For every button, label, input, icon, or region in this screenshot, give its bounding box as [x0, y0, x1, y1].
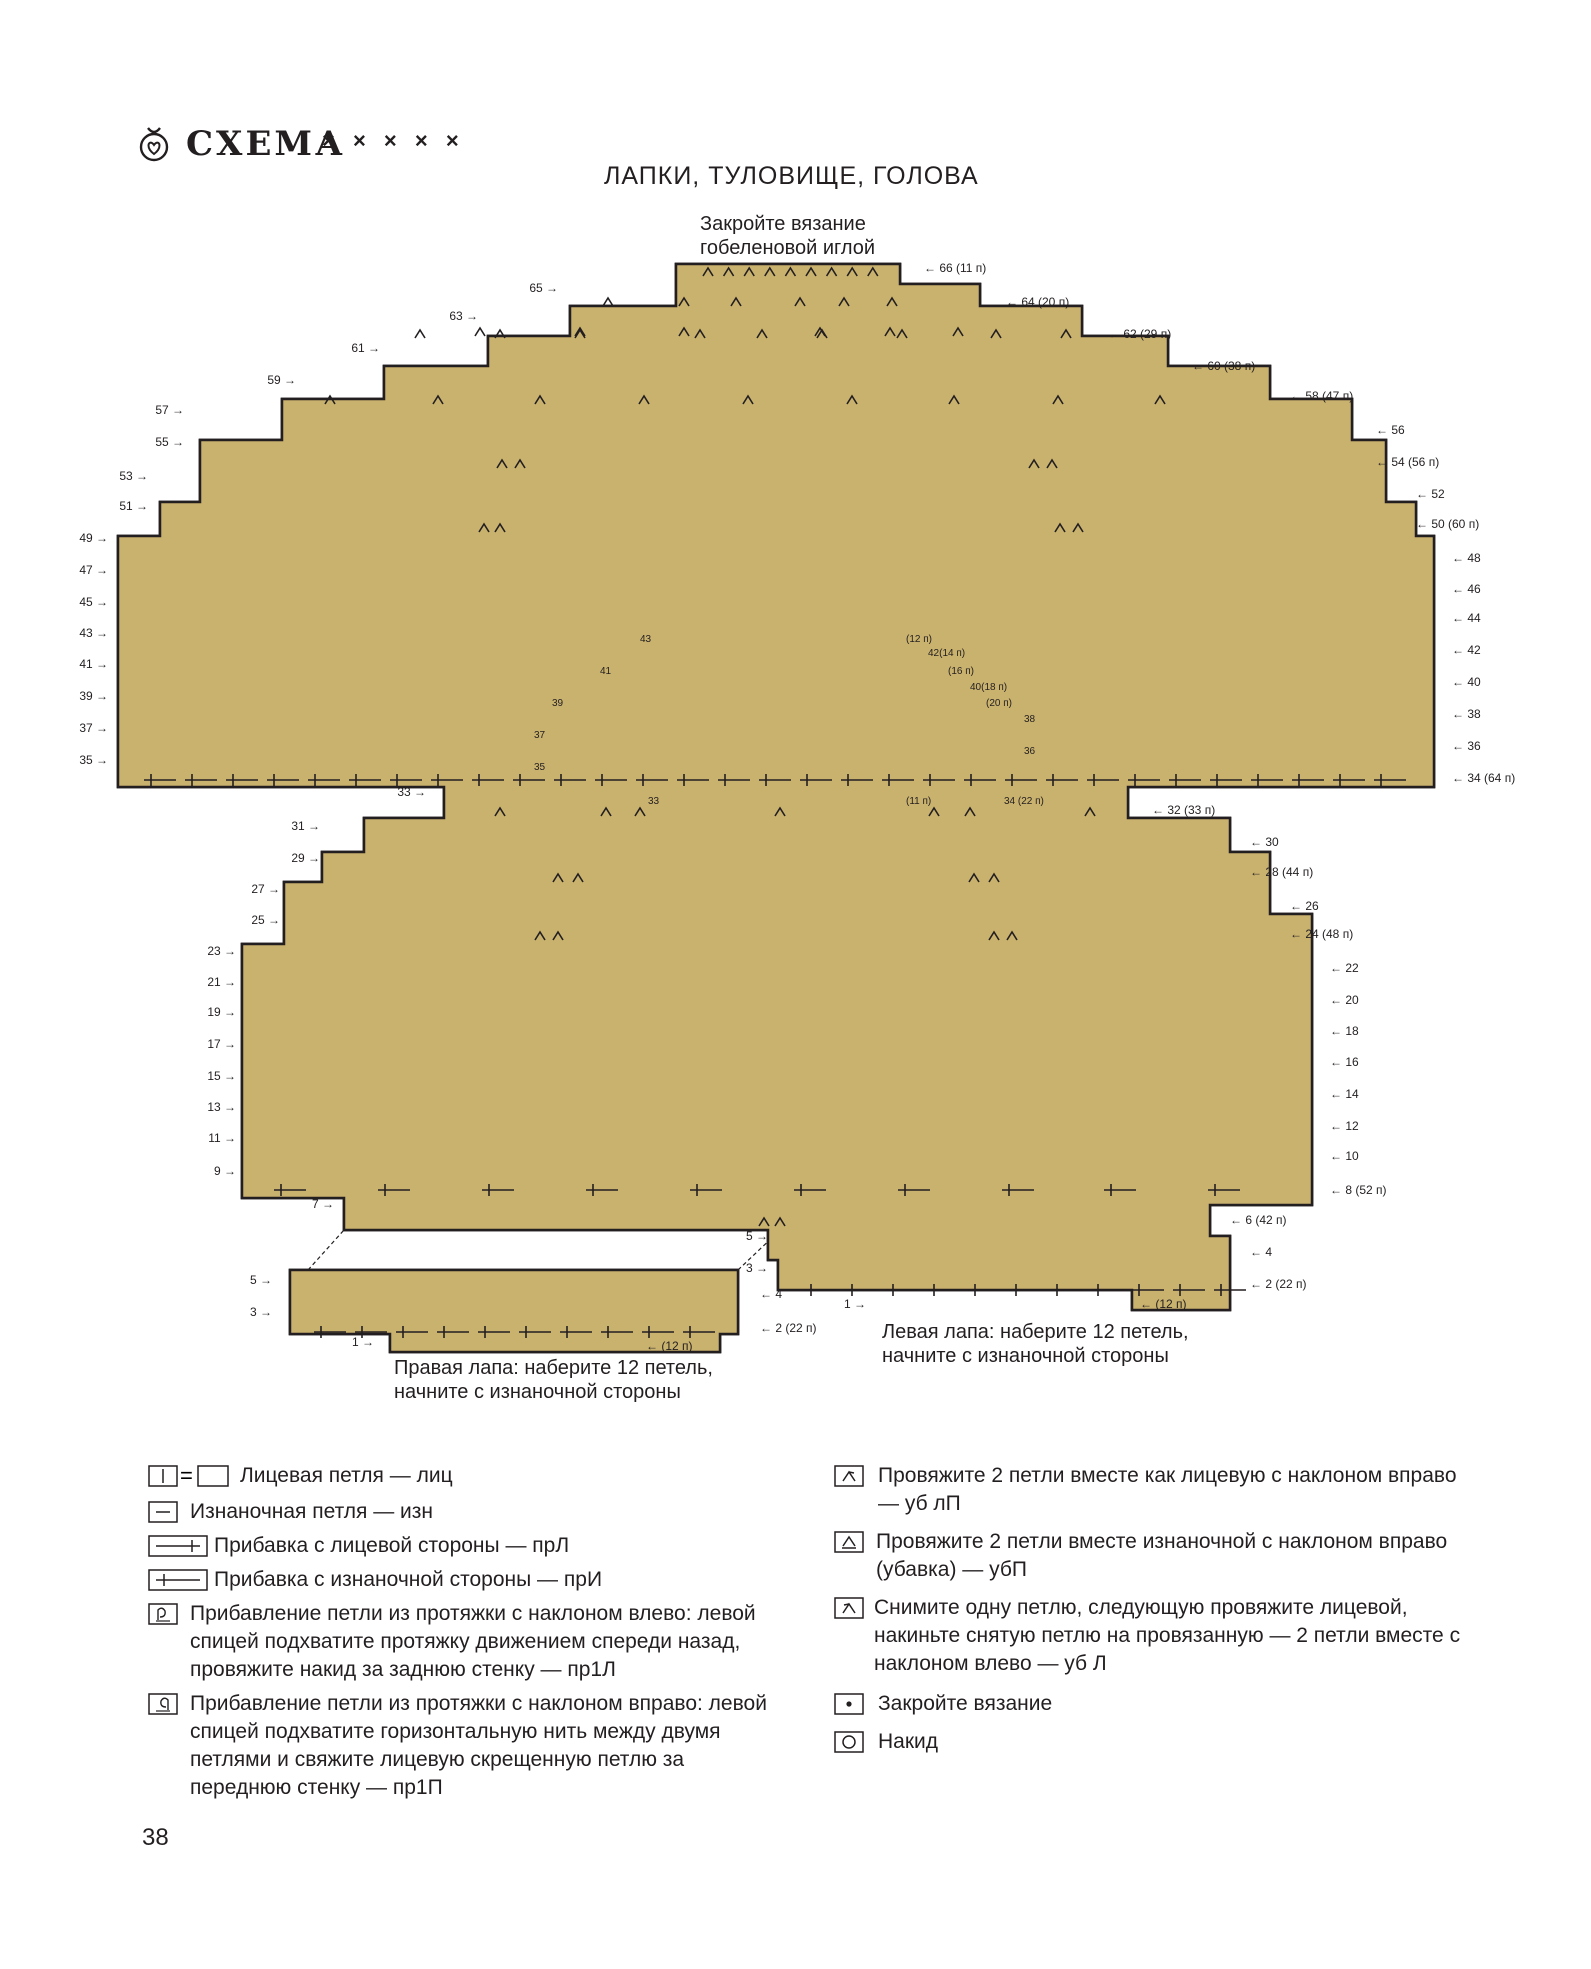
- row-label-left: 49 →: [79, 531, 108, 545]
- row-label-right: ← 66 (11 п): [924, 261, 987, 275]
- row-label-right: ← 10: [1330, 1149, 1359, 1163]
- decorative-stars: × × × × ×: [322, 128, 465, 153]
- row-label-right: ← 64 (20 п): [1006, 295, 1070, 309]
- k2tog-icon: [834, 1465, 864, 1492]
- legend-text: Лицевая петля — лиц: [240, 1464, 453, 1487]
- increase-right-side-icon: [148, 1535, 208, 1562]
- top-note-line: Закройте вязание: [700, 213, 866, 235]
- row-label-left: 11 →: [208, 1131, 236, 1145]
- row-label-right: ← 14: [1330, 1087, 1359, 1101]
- row-label-left: 5 →: [249, 1273, 272, 1287]
- section-title: СХЕМА: [186, 124, 346, 164]
- row-label-right: ← 28 (44 п): [1250, 865, 1314, 879]
- row-label-right: ← 32 (33 п): [1152, 803, 1216, 817]
- row-label-left: 35 →: [79, 753, 108, 767]
- muzzle-row-label: 39: [552, 698, 564, 709]
- muzzle-row-label: 42(14 п): [928, 648, 966, 659]
- row-label-left: 27 →: [251, 882, 280, 896]
- muzzle-row-label: (12 п): [906, 634, 932, 645]
- row-label-left: 3 →: [745, 1261, 768, 1275]
- row-label-right: ← 20: [1330, 993, 1359, 1007]
- muzzle-row-label: 43: [640, 634, 652, 645]
- row-label-right: ← 8 (52 п): [1330, 1183, 1387, 1197]
- legend-text: Накид: [878, 1730, 939, 1753]
- row-label-left: 29 →: [291, 851, 320, 865]
- make-one-right-icon: [148, 1693, 178, 1720]
- muzzle-row-label: 36: [1024, 746, 1036, 757]
- row-label-right: ← 12: [1330, 1119, 1359, 1133]
- row-label-right: ← 30: [1250, 835, 1279, 849]
- row-label-right: ← 4: [760, 1287, 783, 1301]
- legend-text: Прибавление петли из протяжки с наклоном влево: левой спицей подхватите протяжку движением спереди назад, провяжите накид за заднюю стенку — пр1Л: [190, 1602, 756, 1681]
- row-label-left: 55 →: [155, 435, 184, 449]
- row-label-right: ← 62 (29 п): [1108, 327, 1172, 341]
- top-note-line: гобеленовой иглой: [700, 237, 876, 259]
- legend-text: Закройте вязание: [878, 1692, 1053, 1715]
- bind-off-icon: [834, 1693, 864, 1720]
- svg-text:=: =: [180, 1465, 193, 1487]
- left-paw-note: [882, 1320, 1189, 1368]
- row-label-right: ← 2 (22 п): [760, 1321, 817, 1335]
- row-label-left: 1 →: [351, 1335, 374, 1349]
- right-paw-note: [394, 1356, 713, 1404]
- row-label-left: 19 →: [207, 1005, 236, 1019]
- row-label-left: 9 →: [213, 1164, 236, 1178]
- muzzle-row-label: 35: [534, 762, 546, 773]
- row-label-right: ← 46: [1452, 582, 1481, 596]
- decrease-mark: [415, 330, 425, 338]
- page-number: 38: [142, 1824, 169, 1851]
- row-label-left: 59 →: [267, 373, 296, 387]
- row-label-right: ← (12 п): [1140, 1297, 1187, 1311]
- muzzle-row-label: 40(18 п): [970, 682, 1008, 693]
- row-label-right: ← 36: [1452, 739, 1481, 753]
- row-label-right: ← 54 (56 п): [1376, 455, 1440, 469]
- muzzle-row-label: 33: [648, 796, 660, 807]
- muzzle-row-label: 34 (22 п): [1004, 796, 1044, 807]
- row-label-right: ← 6 (42 п): [1230, 1213, 1287, 1227]
- right-paw-note-line: начните с изнаночной стороны: [394, 1381, 681, 1403]
- row-label-right: ← 48: [1452, 551, 1481, 565]
- legend-text: Снимите одну петлю, следующую провяжите лицевой, накиньте снятую петлю на провязанную — 2 петли вместе с наклоном влево — уб Л: [874, 1596, 1461, 1675]
- row-label-left: 3 →: [249, 1305, 272, 1319]
- muzzle-row-label: 37: [534, 730, 546, 741]
- legend-text: Провяжите 2 петли вместе изнаночной с наклоном вправо (убавка) — убП: [876, 1530, 1448, 1581]
- row-label-left: 51 →: [119, 499, 148, 513]
- row-label-right: ← 2 (22 п): [1250, 1277, 1307, 1291]
- muzzle-row-label: 41: [600, 666, 612, 677]
- row-label-left: 5 →: [745, 1229, 768, 1243]
- muzzle-row-label: (20 п): [986, 698, 1012, 709]
- paw-connector-line: [308, 1230, 344, 1270]
- row-label-right: ← 44: [1452, 611, 1481, 625]
- skpo-icon: [834, 1597, 864, 1624]
- top-note: [700, 212, 875, 260]
- chart-title: ЛАПКИ, ТУЛОВИЩЕ, ГОЛОВА: [604, 162, 979, 190]
- muzzle-row-label: (16 п): [948, 666, 974, 677]
- left-paw-note-line: Левая лапа: наберите 12 петель,: [882, 1321, 1189, 1343]
- row-label-left: 65 →: [529, 281, 558, 295]
- row-label-left: 25 →: [251, 913, 280, 927]
- row-label-right: ← 52: [1416, 487, 1445, 501]
- row-label-left: 23 →: [207, 944, 236, 958]
- row-label-left: 63 →: [449, 309, 478, 323]
- row-label-left: 7 →: [311, 1197, 334, 1211]
- row-label-right: ← 26: [1290, 899, 1319, 913]
- row-label-left: 1 →: [843, 1297, 866, 1311]
- legend-text: Провяжите 2 петли вместе как лицевую с наклоном вправо — уб лП: [878, 1464, 1457, 1515]
- legend-text: Прибавка с изнаночной стороны — прИ: [214, 1568, 603, 1591]
- row-label-right: ← 24 (48 п): [1290, 927, 1354, 941]
- row-label-left: 33 →: [397, 785, 426, 799]
- row-label-left: 47 →: [79, 563, 108, 577]
- muzzle-row-label: (11 п): [906, 796, 932, 807]
- row-label-left: 43 →: [79, 626, 108, 640]
- row-label-right: ← 22: [1330, 961, 1359, 975]
- yarn-over-icon: [834, 1731, 864, 1758]
- row-label-left: 15 →: [207, 1069, 236, 1083]
- legend-text: Прибавка с лицевой стороны — прЛ: [214, 1534, 570, 1557]
- row-label-left: 21 →: [207, 975, 236, 989]
- row-label-right: ← 42: [1452, 643, 1481, 657]
- row-label-right: ← 34 (64 п): [1452, 771, 1516, 785]
- row-label-left: 17 →: [207, 1037, 236, 1051]
- row-label-left: 31 →: [291, 819, 320, 833]
- legend-text: Изнаночная петля — изн: [190, 1500, 433, 1523]
- left-paw-note-line: начните с изнаночной стороны: [882, 1345, 1169, 1367]
- row-label-left: 41 →: [79, 657, 108, 671]
- row-label-right: ← 4: [1250, 1245, 1273, 1259]
- increase-wrong-side-icon: [148, 1569, 208, 1596]
- purl-stitch-icon: [148, 1501, 178, 1528]
- row-label-right: ← 58 (47 п): [1290, 389, 1354, 403]
- row-label-left: 53 →: [119, 469, 148, 483]
- legend-text: Прибавление петли из протяжки с наклоном вправо: левой спицей подхватите горизонтальную нить между двумя петлями и свяжите лицевую скрещенную петлю за переднюю стенку — пр1П: [190, 1692, 767, 1799]
- row-label-left: 37 →: [79, 721, 108, 735]
- make-one-left-icon: [148, 1603, 178, 1630]
- row-label-right: ← 56: [1376, 423, 1405, 437]
- row-label-right: ← 50 (60 п): [1416, 517, 1480, 531]
- row-label-right: ← 60 (38 п): [1192, 359, 1256, 373]
- row-label-right: ← 18: [1330, 1024, 1359, 1038]
- row-label-left: 45 →: [79, 595, 108, 609]
- row-label-left: 57 →: [155, 403, 184, 417]
- row-label-right: ← 38: [1452, 707, 1481, 721]
- right-paw-note-line: Правая лапа: наберите 12 петель,: [394, 1357, 713, 1379]
- row-label-left: 61 →: [351, 341, 380, 355]
- row-label-right: ← 16: [1330, 1055, 1359, 1069]
- row-label-right: ← 40: [1452, 675, 1481, 689]
- row-label-left: 39 →: [79, 689, 108, 703]
- row-label-left: 13 →: [207, 1100, 236, 1114]
- decrease-mark: [475, 328, 485, 336]
- knit-stitch-equals-blank-icon: [148, 1465, 238, 1492]
- row-label-right: ← (12 п): [646, 1339, 693, 1353]
- muzzle-row-label: 38: [1024, 714, 1036, 725]
- p2tog-icon: [834, 1531, 864, 1558]
